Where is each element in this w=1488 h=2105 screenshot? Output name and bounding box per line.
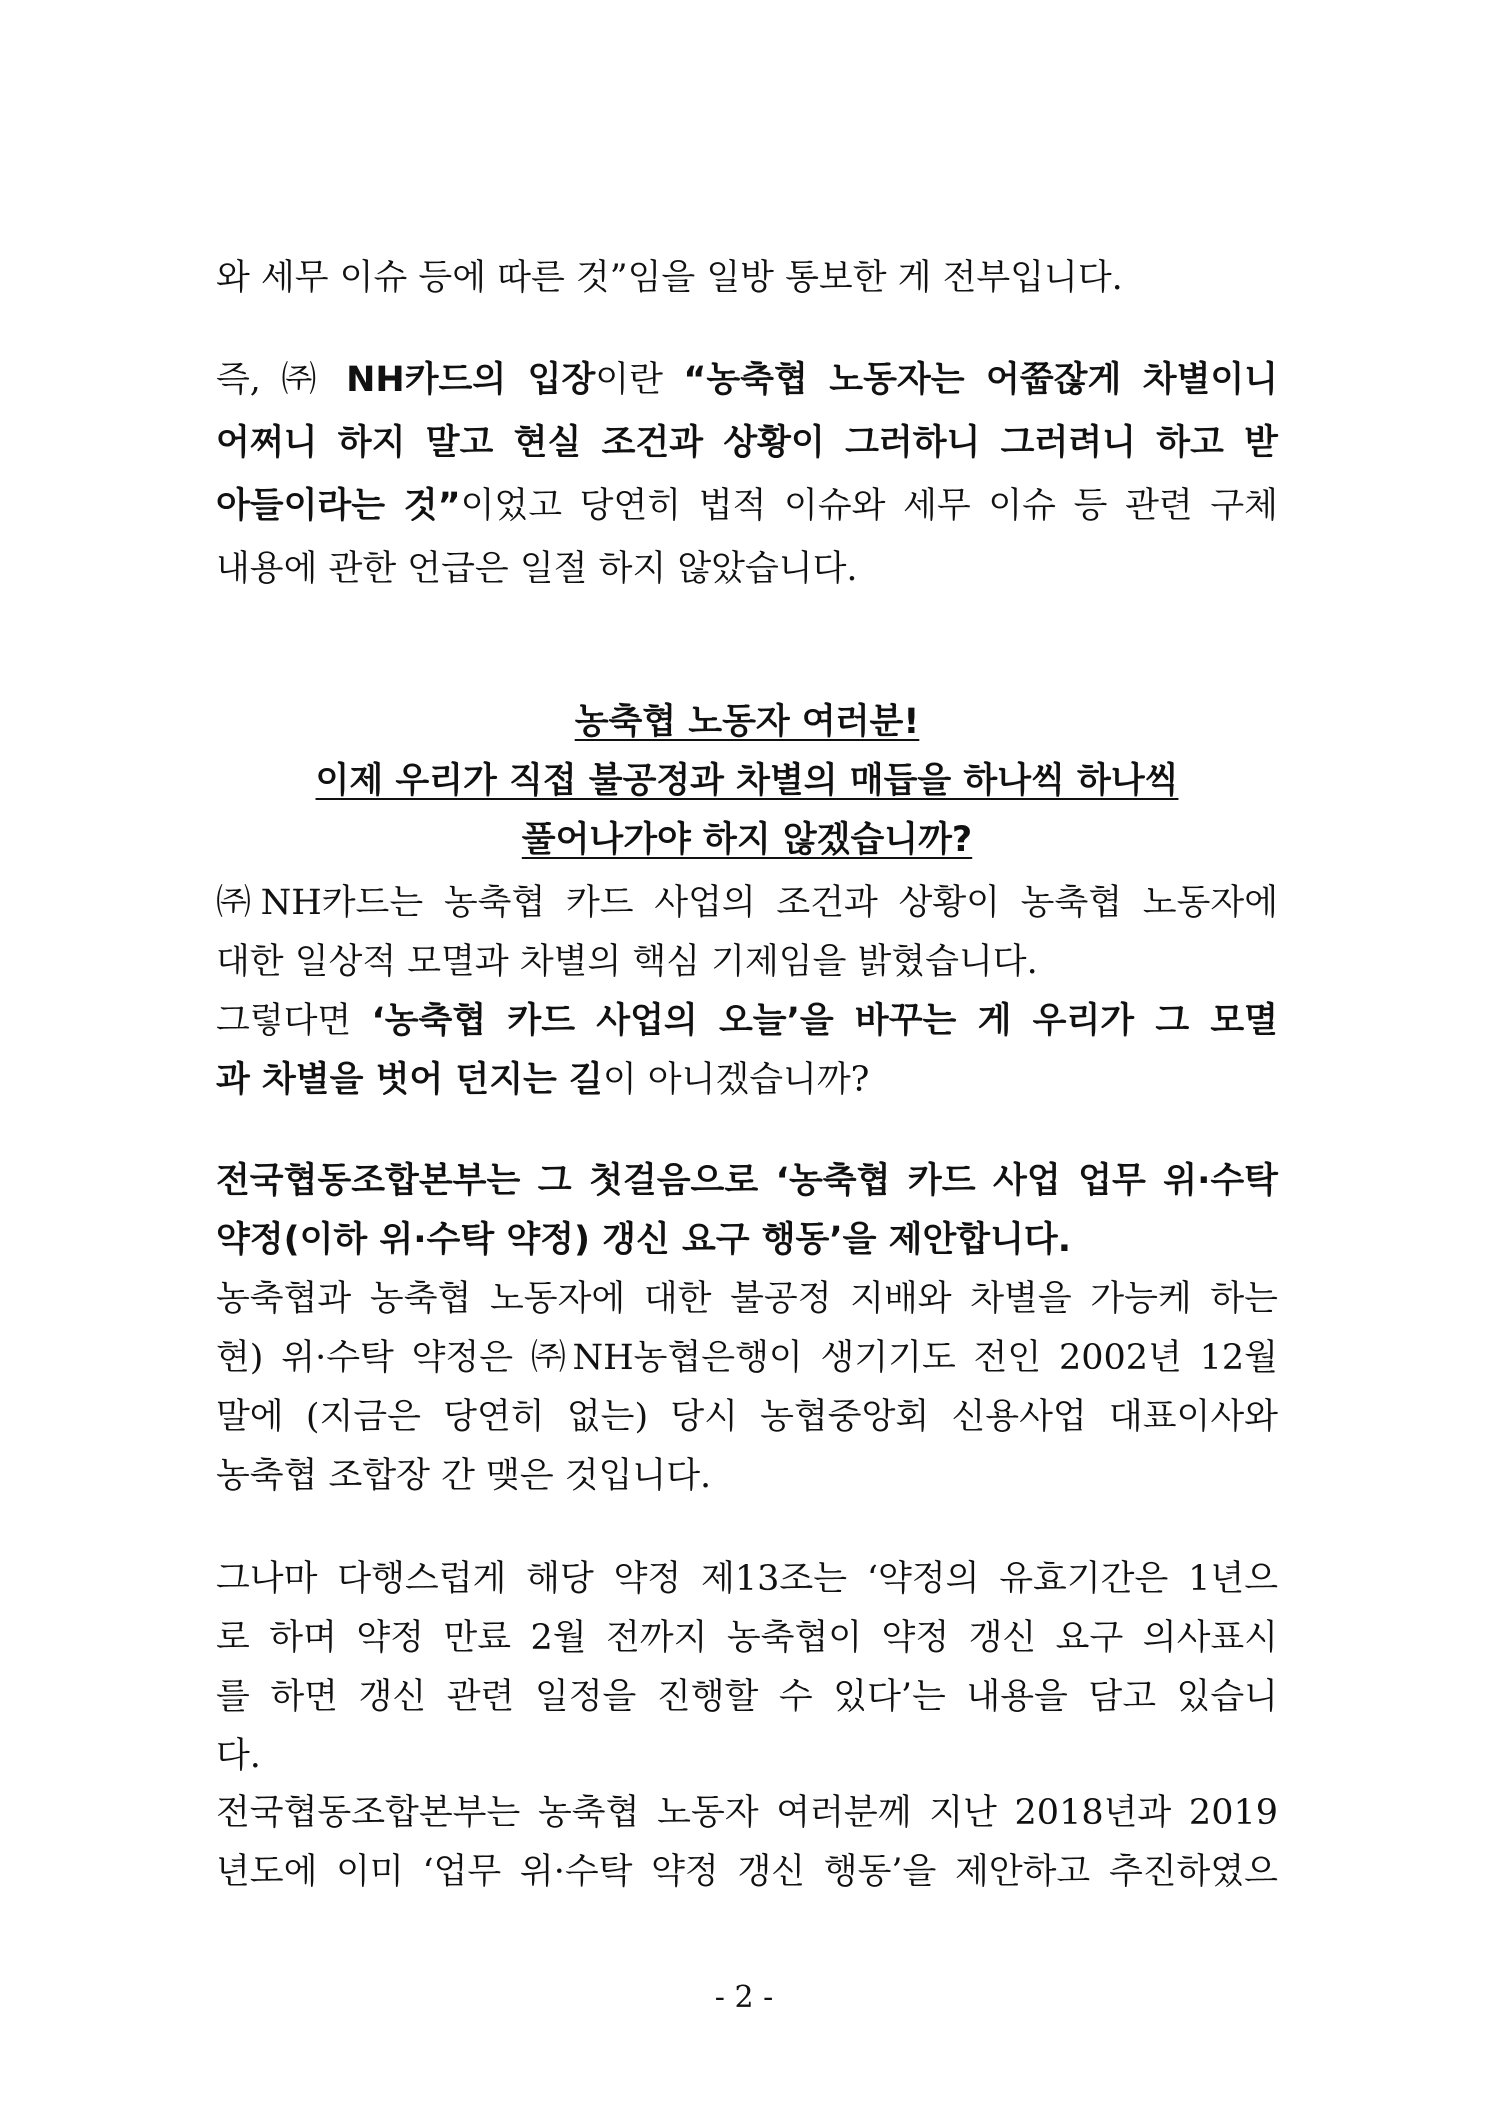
document-page: 와 세무 이슈 등에 따른 것”임을 일방 통보한 게 전부입니다. 즉, ㈜ NH카드의 입장이란 “농축협 노동자는 어쭙잖게 차별이니 어쩌니 하지 말고 현실 조건과 상황이 그러하니 그러려니 하고 받 아들이라는 것”이었고 당연히 법적 이슈와 세무 이슈 등 관련 구체 내용에 관한 언급은 일절 하지 않았습니다. 농축협 노동자 여러분! 이제 우리가 직접 불공정과 차별의 매듭을 하나씩 하나씩 풀어나가야 하지 않겠습니까? ㈜NH카드는 농축협 카드 사업의 조건과 상황이 농축협 노동자에 대한 일상적 모멸과 차별의 핵심 기제임을 밝혔습니다. 그렇다면 ‘농축협 카드 사업의 오늘’을 바꾸는 게 우리가 그 모멸 과 차별을 벗어 던지는 길이 아니겠습니까? 전국협동조합본부는 그 첫걸음으로 ‘농축협 카드 사업 업무 위·수탁 약정(이하 위·수탁 약정) 갱신 요구 행동’을 제안합니다. 농축협과 농축협 노동자에 대한 불공정 지배와 차별을 가능케 하는 현) 위·수탁 약정은 ㈜NH농협은행이 생기기도 전인 2002년 12월 말에 (지금은 당연히 없는) 당시 농협중앙회 신용사업 대표이사와 농축협 조합장 간 맺은 것입니다. 그나마 다행스럽게 해당 약정 제13조는 ‘약정의 유효기간은 1년으 로 하며 약정 만료 2월 전까지 농축협이 약정 갱신 요구 의사표시 를 하면 갱신 관련 일정을 진행할 수 있다’는 내용을 담고 있습니 다. 전국협동조합본부는 농축협 노동자 여러분께 지난 2018년과 2019 년도에 이미 ‘업무 위·수탁 약정 갱신 행동’을 제안하고 추진하였으 - 2 - — [0, 0, 1488, 2105]
page-number: - 2 - — [714, 1980, 774, 2015]
